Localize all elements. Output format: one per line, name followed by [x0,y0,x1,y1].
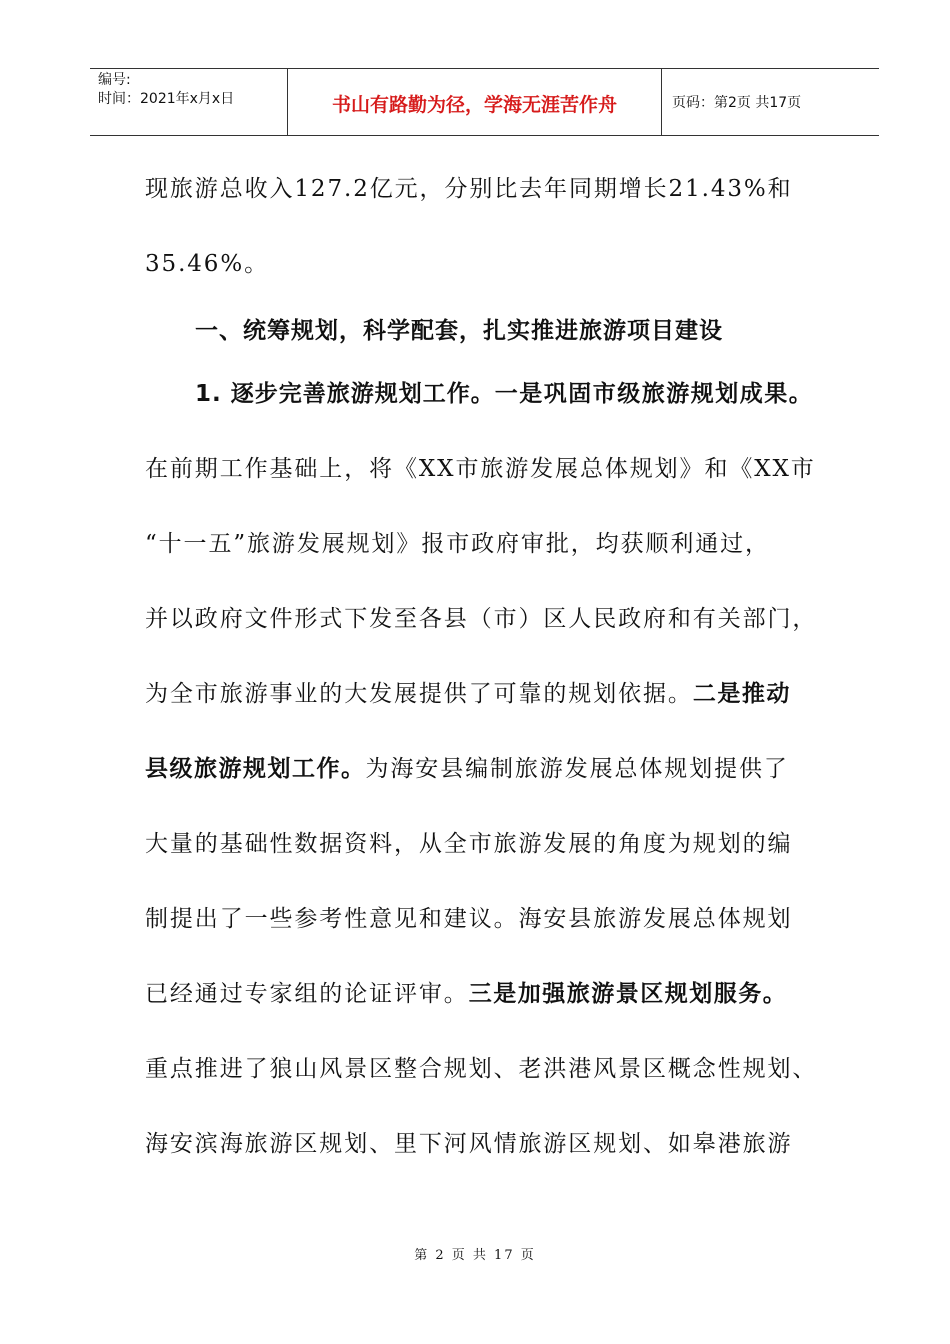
body-line-7: 并以政府文件形式下发至各县（市）区人民政府和有关部门， [145,606,818,632]
body-line-9 [145,750,789,783]
body-line-6: “十一五”旅游发展规划》报市政府审批，均获顺利通过， [145,531,770,557]
header-motto: 书山有路勤为径，学海无涯苦作舟 [288,69,662,135]
body-line-10: 大量的基础性数据资料，从全市旅游发展的角度为规划的编 [145,831,793,857]
header-page-info: 页码：第2页 共17页 [672,95,802,111]
serial-label: 编号: [98,72,131,88]
body-line-8-text: 为全市旅游事业的大发展提供了可靠的规划依据。 [145,681,693,707]
body-line-14: 海安滨海旅游区规划、里下河风情旅游区规划、如皋港旅游 [145,1131,793,1157]
point-one-title: 一是巩固市级旅游规划成果。 [494,381,814,407]
point-two-title-start: 二是推动 [692,681,791,707]
subsection-title: 1. 逐步完善旅游规划工作。 [195,381,495,407]
body-line-9-text: 为海安县编制旅游发展总体规划提供了 [365,756,789,782]
point-two-title-end: 县级旅游规划工作。 [145,756,366,782]
point-three-title: 三是加强旅游景区规划服务。 [468,981,788,1007]
body-line-1: 现旅游总收入127.2亿元，分别比去年同期增长21.43%和 [145,176,793,202]
page-header [90,68,879,136]
section-heading: 一、统筹规划，科学配套，扎实推进旅游项目建设 [195,318,723,344]
header-meta [90,69,288,135]
body-line-11: 制提出了一些参考性意见和建议。海安县旅游发展总体规划 [145,906,793,932]
body-line-8 [145,675,791,708]
time-label: 时间：2021年x月x日 [98,91,235,107]
body-line-13: 重点推进了狼山风景区整合规划、老洪港风景区概念性规划、 [145,1056,818,1082]
body-line-5: 在前期工作基础上，将《XX市旅游发展总体规划》和《XX市 [145,456,816,482]
body-line-4 [195,375,813,408]
body-line-12 [145,975,787,1008]
body-line-2: 35.46%。 [145,251,269,277]
body-line-12-text: 已经通过专家组的论证评审。 [145,981,469,1007]
page-footer: 第 2 页 共 17 页 [414,1248,536,1263]
